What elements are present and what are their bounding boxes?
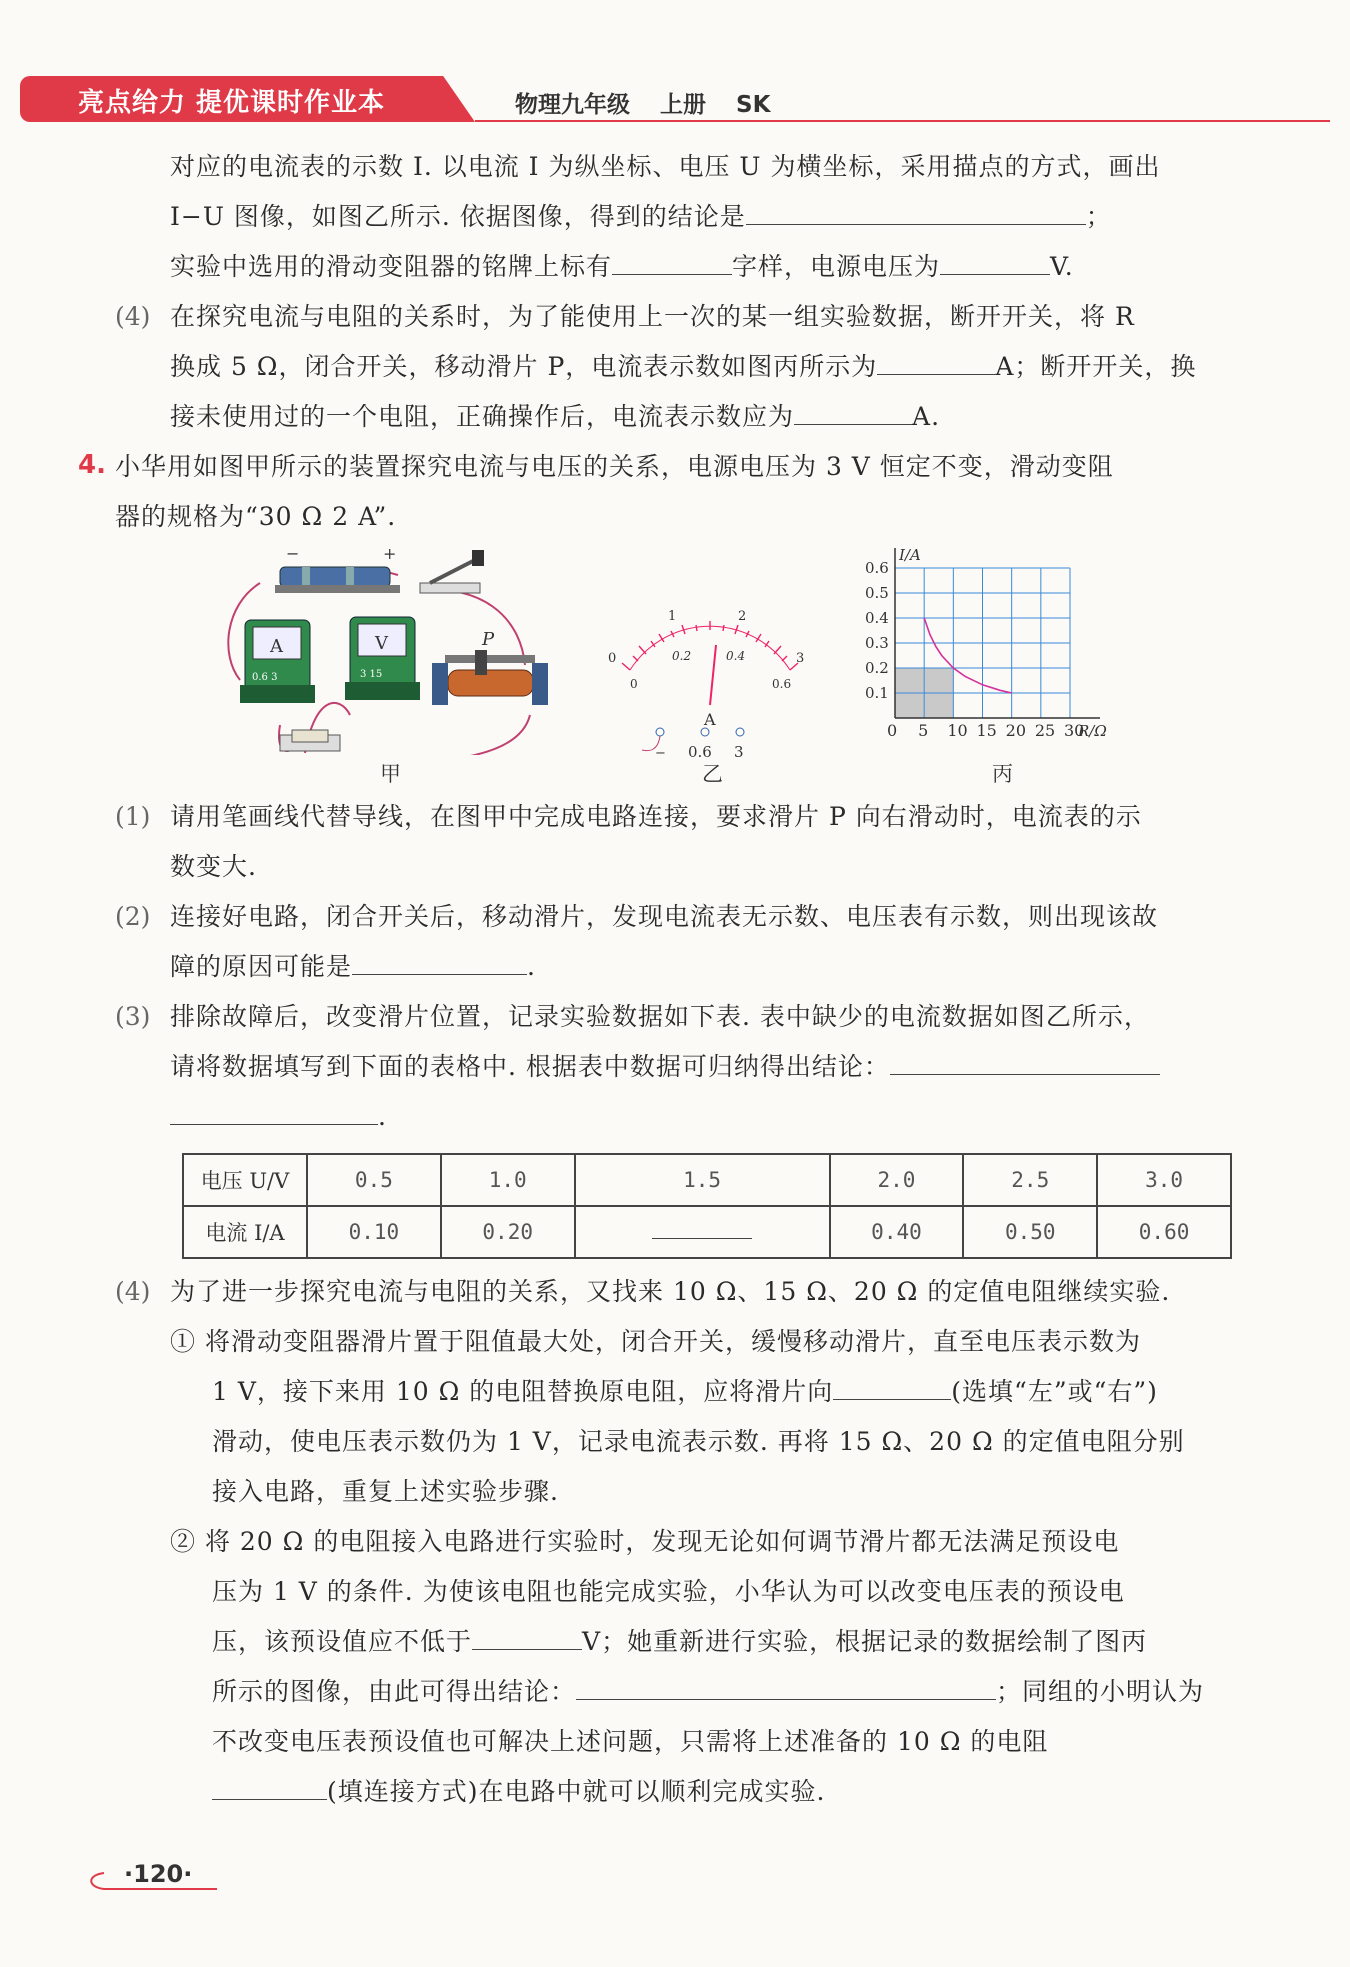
sub3-line-2-text: 请将数据填写到下面的表格中. 根据表中数据可归纳得出结论： [170,1052,890,1081]
ammeter-terminals: 0.6 3 [252,672,278,683]
prev-sub4-line-2b: A；断开开关，换 [995,352,1197,381]
x-tick-label: 5 [918,721,929,740]
battery-icon [280,567,390,587]
circuit-figure [220,545,560,755]
step2-line-4a: 所示的图像，由此可得出结论： [212,1677,577,1706]
scale-top-0: 0 [608,651,617,666]
x-tick-label: 10 [947,721,968,740]
data-table [182,1153,1232,1259]
x-tick-label: 20 [1005,721,1027,740]
header-subtitle: 物理九年级 上册 SK [515,92,771,118]
prev-sub4-line-3a: 接未使用过的一个电阻，正确操作后，电流表示数应为 [170,402,795,431]
table-header-current: 电流 I/A [183,1206,307,1258]
step2-line-6-text: (填连接方式)在电路中就可以顺利完成实验. [327,1777,826,1806]
sub3-number: (3) [115,1002,151,1031]
ammeter-label: A [270,636,283,657]
sub2-line-2: 障的原因可能是 . [170,952,536,981]
ammeter-scale-figure [600,590,820,760]
x-tick-label: 25 [1034,721,1056,740]
answer-blank[interactable] [794,400,912,425]
table-header-voltage: 电压 U/V [183,1154,307,1206]
answer-blank[interactable] [833,1375,951,1400]
answer-blank[interactable] [472,1625,582,1650]
step1-line-1: ① 将滑动变阻器滑片置于阻值最大处，闭合开关，缓慢移动滑片，直至电压表示数为 [170,1327,1141,1356]
caption-yi: 乙 [702,762,723,786]
step2-line-1: ② 将 20 Ω 的电阻接入电路进行实验时，发现无论如何调节滑片都无法满足预设电 [170,1527,1120,1556]
answer-blank[interactable] [890,1050,1160,1075]
step2-line-3 [212,1625,1147,1659]
q4-line-2: 器的规格为“30 Ω 2 A”. [115,502,397,531]
current-resistance-chart [860,548,1150,753]
prev-sub4-number: (4) [115,302,151,331]
x-axis-label: R/Ω [1078,722,1107,740]
y-tick-label: 0.1 [865,684,889,702]
table-row [183,1206,1231,1258]
step1-line-2 [212,1375,1158,1409]
terminal-neg: − [655,746,666,760]
step2-line-3b: V；她重新进行实验，根据记录的数据绘制了图丙 [582,1627,1148,1656]
meter-unit: A [704,710,716,729]
rheostat-icon [432,629,548,705]
scale-top-2: 2 [738,609,747,624]
table-cell: 2.5 [963,1154,1097,1206]
prev-line-3c: V. [1050,252,1074,281]
table-cell: 1.5 [575,1154,830,1206]
battery-positive: + [383,545,397,563]
step2-line-2: 压为 1 V 的条件. 为使该电阻也能完成实验，小华认为可以改变电压表的预设电 [212,1577,1125,1606]
scale-bottom-2: 0.4 [726,649,746,663]
scale-top-3: 3 [796,651,805,666]
prev-line-2-text: I−U 图像，如图乙所示. 依据图像，得到的结论是 [170,202,746,231]
scale-bottom-0: 0 [630,677,638,691]
y-tick-label: 0.6 [865,559,889,577]
prev-line-3b: 字样，电源电压为 [732,252,941,281]
voltmeter-label: V [375,633,388,654]
step1-line-4: 接入电路，重复上述实验步骤. [212,1477,559,1506]
answer-blank[interactable] [170,1100,378,1125]
terminal-3: 3 [734,743,744,760]
x-tick-label: 15 [976,721,997,740]
sub3-line-1: 排除故障后，改变滑片位置，记录实验数据如下表. 表中缺少的电流数据如图乙所示， [170,1002,1150,1031]
step1-line-2a: 1 V，接下来用 10 Ω 的电阻替换原电阻，应将滑片向 [212,1377,834,1406]
y-tick-label: 0.4 [865,609,889,627]
y-tick-label: 0.5 [865,584,889,602]
q4-line-1: 小华用如图甲所示的装置探究电流与电压的关系，电源电压为 3 V 恒定不变，滑动变阻 [115,452,1114,481]
scale-bottom-3: 0.6 [772,677,792,691]
prev-sub4-line-2 [170,350,1196,384]
table-row [183,1154,1231,1206]
prev-line-3 [170,250,1074,284]
answer-blank[interactable] [212,1775,327,1800]
step2-line-4b: ；同组的小明认为 [996,1677,1205,1706]
sub4-number: (4) [115,1277,151,1306]
slider-label: P [482,629,495,650]
answer-blank[interactable] [746,200,1086,225]
voltmeter-terminals: 3 15 [360,669,383,680]
sub3-line-2 [170,1050,1160,1084]
answer-blank[interactable] [877,350,995,375]
step2-line-4 [212,1675,1204,1709]
answer-blank[interactable] [652,1220,752,1239]
table-cell: 0.40 [830,1206,964,1258]
table-cell: 0.10 [307,1206,441,1258]
prev-sub4-line-3 [170,400,940,434]
step2-line-5: 不改变电压表预设值也可解决上述问题，只需将上述准备的 10 Ω 的电阻 [212,1727,1049,1756]
table-cell [575,1206,830,1258]
voltmeter-icon [345,617,420,700]
answer-blank[interactable] [612,250,732,275]
sub2-number: (2) [115,902,151,931]
prev-sub4-line-2a: 换成 5 Ω，闭合开关，移动滑片 P，电流表示数如图丙所示为 [170,352,878,381]
answer-blank[interactable] [576,1675,996,1700]
sub1-number: (1) [115,802,151,831]
table-cell: 0.50 [963,1206,1097,1258]
y-axis-label: I/A [899,548,921,564]
step2-line-6 [212,1775,825,1809]
sub2-line-2-text: 障的原因可能是 [170,952,353,981]
table-cell: 2.0 [830,1154,964,1206]
header-title: 亮点给力 提优课时作业本 [78,88,386,118]
scale-bottom-1: 0.2 [672,649,692,663]
answer-blank[interactable] [352,950,527,975]
sub2-line-1: 连接好电路，闭合开关后，移动滑片，发现电流表无示数、电压表有示数，则出现该故 [170,902,1159,931]
table-cell: 0.5 [307,1154,441,1206]
x-tick-label: 0 [887,721,898,740]
question-number: 4. [78,450,106,480]
page-header [20,76,1330,124]
answer-blank[interactable] [940,250,1050,275]
table-cell: 1.0 [441,1154,575,1206]
sub1-line-1: 请用笔画线代替导线，在图甲中完成电路连接，要求滑片 P 向右滑动时，电流表的示 [170,802,1142,831]
meter-needle [710,645,716,705]
prev-line-3a: 实验中选用的滑动变阻器的铭牌上标有 [170,252,613,281]
prev-line-2: I−U 图像，如图乙所示. 依据图像，得到的结论是 ； [170,202,1112,231]
resistor-icon [280,730,340,751]
table-cell: 3.0 [1097,1154,1231,1206]
scale-top-1: 1 [668,609,677,624]
step1-line-2b: (选填“左”或“右”) [951,1377,1158,1406]
step2-line-3a: 压，该预设值应不低于 [212,1627,473,1656]
x-tick-label: 30 [1064,721,1085,740]
y-tick-label: 0.3 [865,634,889,652]
caption-jia: 甲 [380,762,401,786]
ammeter-icon [240,620,315,703]
sub3-line-3: . [170,1100,387,1134]
step1-line-3: 滑动，使电压表示数仍为 1 V，记录电流表示数. 再将 15 Ω、20 Ω 的定值电阻分别 [212,1427,1185,1456]
prev-sub4-line-1: 在探究电流与电阻的关系时，为了能使用上一次的某一组实验数据，断开开关，将 R [170,302,1135,331]
battery-negative: − [286,545,300,563]
page-number: ·120· [124,1860,193,1888]
table-cell: 0.20 [441,1206,575,1258]
caption-bing: 丙 [992,762,1013,786]
y-tick-label: 0.2 [865,659,889,677]
sub4-line-1: 为了进一步探究电流与电阻的关系，又找来 10 Ω、15 Ω、20 Ω 的定值电阻继续实验. [170,1277,1171,1306]
prev-sub4-line-3b: A. [912,402,941,431]
header-rule [475,120,1330,122]
switch-icon [420,550,484,593]
table-cell: 0.60 [1097,1206,1231,1258]
sub1-line-2: 数变大. [170,852,257,881]
prev-line-1: 对应的电流表的示数 I. 以电流 I 为纵坐标、电压 U 为横坐标，采用描点的方式，画出 [170,152,1161,181]
terminal-06: 0.6 [688,743,712,760]
